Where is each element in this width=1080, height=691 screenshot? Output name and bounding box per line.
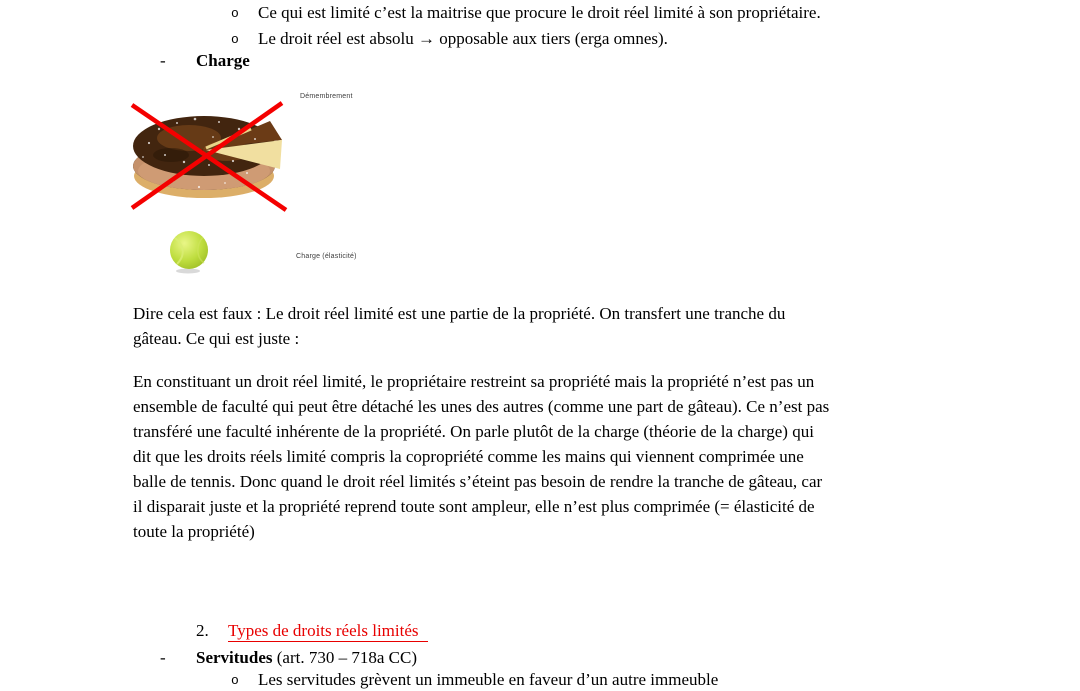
paragraph-line: transféré une faculté inhérente de la propriété. On parle plutôt de la charge (théorie de la charge) qui [133, 422, 814, 441]
paragraph-line: En constituant un droit réel limité, le propriétaire restreint sa propriété mais la propriété n’est pas un [133, 372, 815, 391]
crossed-cake-image [129, 99, 289, 215]
servitudes-label: Servitudes [196, 648, 273, 667]
paragraph-line: toute la propriété) [133, 522, 255, 541]
paragraph-line: ensemble de faculté qui peut être détaché les unes des autres (comme une part de gâteau). Ce n’est pas [133, 397, 830, 416]
bullet-marker: o [231, 673, 239, 688]
paragraph-line: Dire cela est faux : Le droit réel limité est une partie de la propriété. On transfert une tranche du [133, 304, 786, 323]
paragraph-line: balle de tennis. Donc quand le droit réel limités s’éteint pas besoin de rendre la tranche de gâteau, car [133, 472, 823, 491]
figure-label-charge: Charge (élasticité) [296, 253, 357, 260]
section-heading-title: Types de droits réels limités [228, 620, 428, 642]
bullet-marker: o [231, 32, 239, 47]
bullet-text: Le droit réel est absolu → opposable aux tiers (erga omnes). [258, 29, 668, 48]
paragraph-line: il disparait juste et la propriété reprend toute sont ampleur, elle n’est plus comprimée (= élasticité de [133, 497, 815, 516]
bullet-text: Les servitudes grèvent un immeuble en faveur d’un autre immeuble [258, 670, 719, 689]
figure-label-demembrement: Démembrement [300, 93, 353, 100]
ball-shadow [176, 269, 200, 274]
paragraph-line: dit que les droits réels limité compris la copropriété comme les mains qui viennent comprimée une [133, 447, 804, 466]
dash-marker: - [160, 51, 166, 70]
section-heading-number: 2. [196, 621, 209, 640]
servitudes-reference: (art. 730 – 718a CC) [272, 648, 417, 667]
dash-marker: - [160, 648, 166, 667]
paragraph-line: gâteau. Ce qui est juste : [133, 329, 300, 348]
charge-label: Charge [196, 51, 250, 70]
servitudes-text [196, 647, 417, 668]
bullet-marker: o [231, 6, 239, 21]
tennis-ball-image [168, 229, 212, 275]
bullet-text: Ce qui est limité c’est la maitrise que procure le droit réel limité à son propriétaire. [258, 3, 821, 22]
